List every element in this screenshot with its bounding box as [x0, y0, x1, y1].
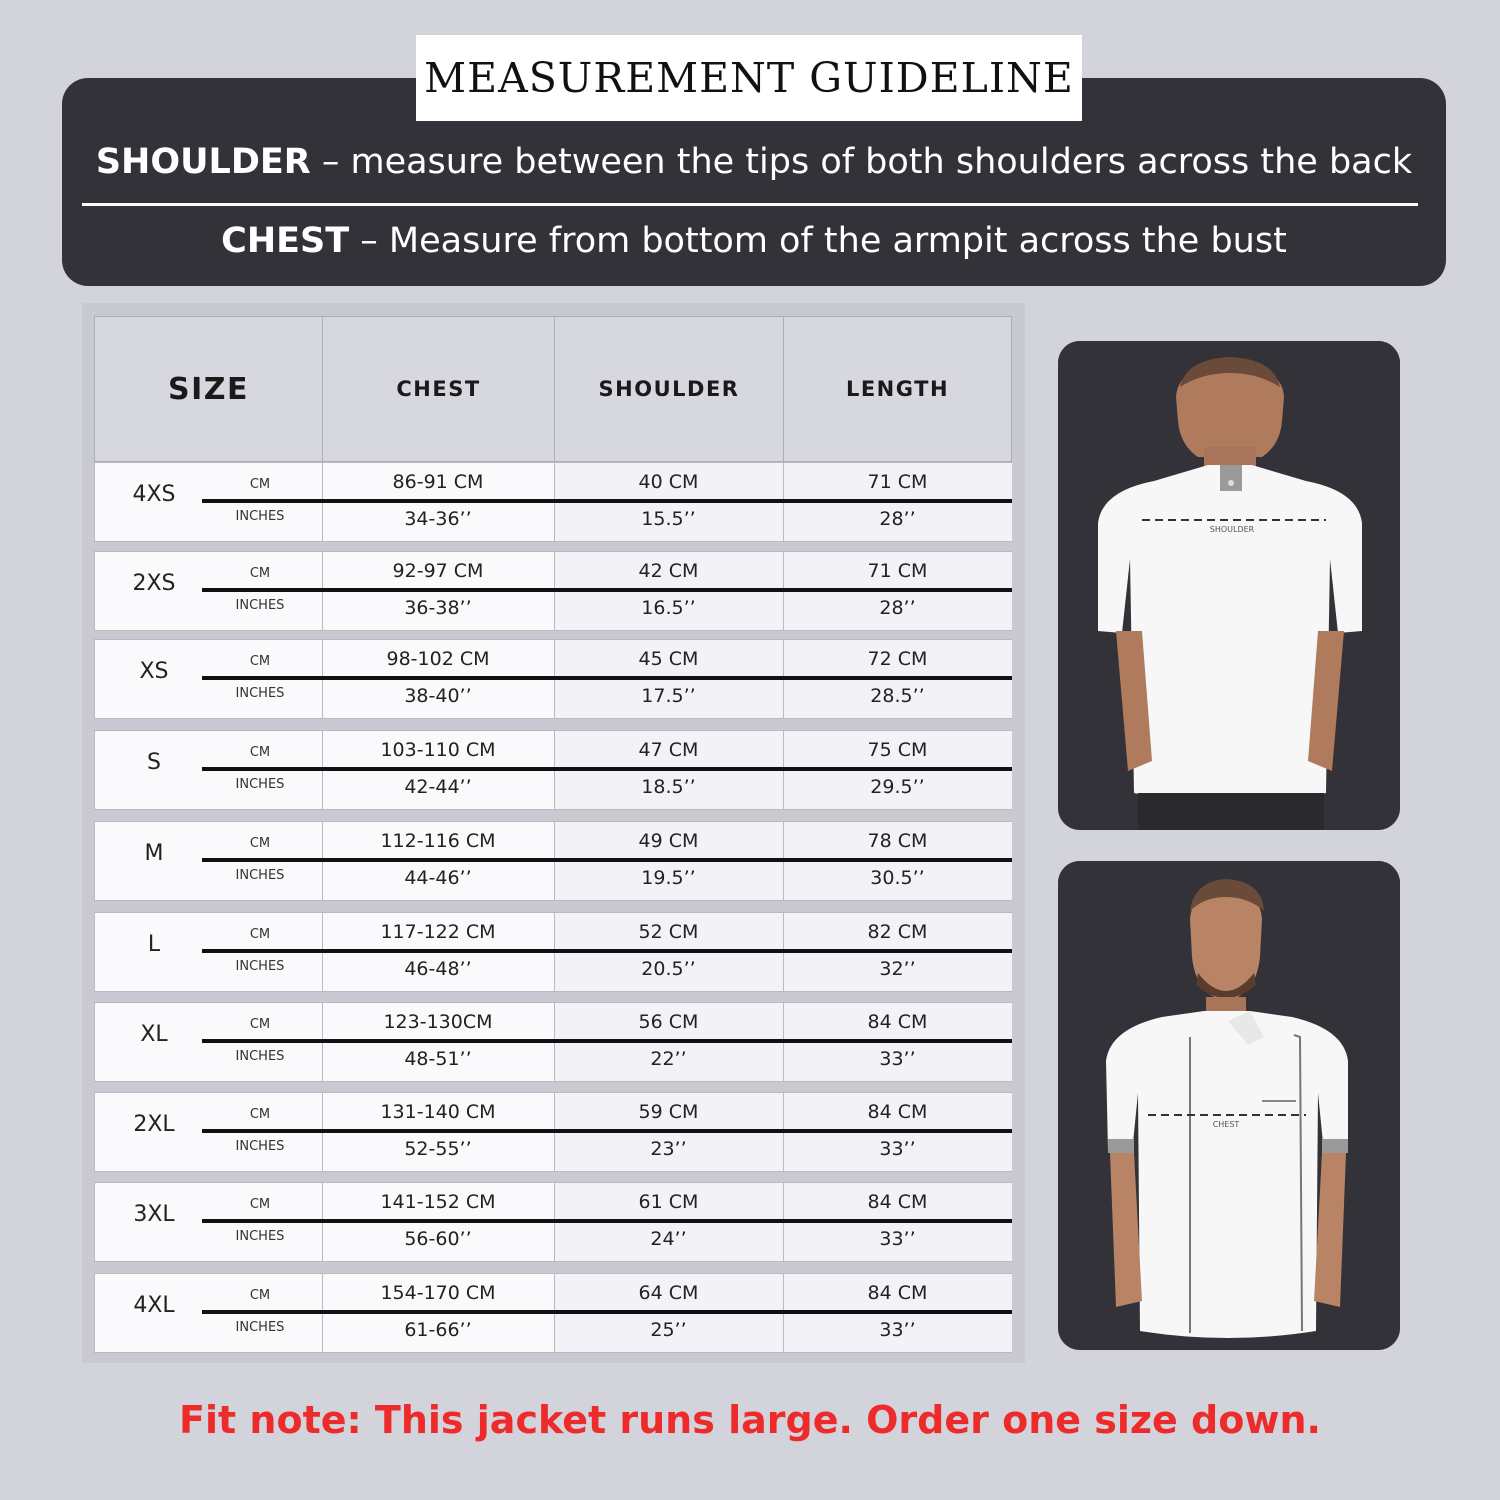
- unit-inches-label: INCHES: [235, 1049, 285, 1064]
- chest-inches: 52-55’’: [404, 1138, 472, 1160]
- shoulder-inches: 20.5’’: [641, 958, 696, 980]
- chest-inches: 44-46’’: [404, 867, 472, 889]
- length-inches: 33’’: [879, 1228, 916, 1250]
- row-split-line: [202, 1129, 1012, 1133]
- unit-inches-label: INCHES: [235, 686, 285, 701]
- unit-inches-label: INCHES: [235, 959, 285, 974]
- length-inches: 30.5’’: [870, 867, 925, 889]
- chest-cm: 117-122 CM: [380, 921, 496, 943]
- row-split-line: [202, 1219, 1012, 1223]
- row-split-line: [202, 858, 1012, 862]
- header-shoulder: SHOULDER: [554, 316, 784, 462]
- row-split-line: [202, 676, 1012, 680]
- chest-inches: 46-48’’: [404, 958, 472, 980]
- chest-cm: 98-102 CM: [386, 648, 490, 670]
- chest-term: CHEST: [221, 221, 350, 261]
- table-row: [94, 1002, 1012, 1082]
- unit-inches-label: INCHES: [235, 1139, 285, 1154]
- shoulder-cm: 64 CM: [638, 1282, 699, 1304]
- fit-note: Fit note: This jacket runs large. Order one size down.: [179, 1398, 1321, 1442]
- length-inches: 29.5’’: [870, 776, 925, 798]
- size-label: M: [144, 841, 164, 866]
- shoulder-cm: 56 CM: [638, 1011, 699, 1033]
- unit-inches-label: INCHES: [235, 509, 285, 524]
- shoulder-inches: 19.5’’: [641, 867, 696, 889]
- back-view-photo: [1058, 341, 1400, 830]
- length-cm: 72 CM: [867, 648, 928, 670]
- size-label: 2XL: [133, 1112, 175, 1137]
- unit-cm-label: CM: [249, 927, 271, 942]
- front-view-photo: [1058, 861, 1400, 1350]
- unit-cm-label: CM: [249, 566, 271, 581]
- guideline-divider: [82, 203, 1418, 206]
- table-row: [94, 1273, 1012, 1353]
- chest-cm: 141-152 CM: [380, 1191, 496, 1213]
- shoulder-inches: 22’’: [650, 1048, 687, 1070]
- header-size: SIZE: [94, 316, 323, 462]
- unit-cm-label: CM: [249, 654, 271, 669]
- shoulder-inches: 23’’: [650, 1138, 687, 1160]
- length-inches: 28.5’’: [870, 685, 925, 707]
- unit-cm-label: CM: [249, 1017, 271, 1032]
- size-label: XL: [140, 1022, 168, 1047]
- shoulder-inches: 16.5’’: [641, 597, 696, 619]
- table-row: [94, 821, 1012, 901]
- unit-cm-label: CM: [249, 1197, 271, 1212]
- length-inches: 28’’: [879, 508, 916, 530]
- table-row: [94, 551, 1012, 631]
- length-cm: 84 CM: [867, 1011, 928, 1033]
- shoulder-cm: 59 CM: [638, 1101, 699, 1123]
- shoulder-inches: 17.5’’: [641, 685, 696, 707]
- chest-cm: 86-91 CM: [392, 471, 484, 493]
- shoulder-inches: 24’’: [650, 1228, 687, 1250]
- unit-inches-label: INCHES: [235, 777, 285, 792]
- chest-cm: 131-140 CM: [380, 1101, 496, 1123]
- header-length: LENGTH: [783, 316, 1012, 462]
- unit-inches-label: INCHES: [235, 1320, 285, 1335]
- length-inches: 28’’: [879, 597, 916, 619]
- unit-inches-label: INCHES: [235, 1229, 285, 1244]
- table-row: [94, 912, 1012, 992]
- length-cm: 71 CM: [867, 560, 928, 582]
- chest-inches: 38-40’’: [404, 685, 472, 707]
- length-inches: 33’’: [879, 1048, 916, 1070]
- unit-cm-label: CM: [249, 1107, 271, 1122]
- shoulder-description: – measure between the tips of both shoulders across the back: [310, 142, 1413, 182]
- unit-inches-label: INCHES: [235, 868, 285, 883]
- chest-photo-label: CHEST: [1212, 1120, 1240, 1129]
- shoulder-term: SHOULDER: [95, 142, 311, 182]
- length-inches: 32’’: [879, 958, 916, 980]
- shoulder-inches: 15.5’’: [641, 508, 696, 530]
- table-row: [94, 1182, 1012, 1262]
- title-box: [416, 35, 1082, 121]
- chest-description: – Measure from bottom of the armpit across the bust: [349, 221, 1287, 261]
- size-label: XS: [139, 659, 169, 684]
- length-cm: 82 CM: [867, 921, 928, 943]
- chest-cm: 103-110 CM: [380, 739, 496, 761]
- chest-cm: 123-130CM: [383, 1011, 493, 1033]
- chest-inches: 56-60’’: [404, 1228, 472, 1250]
- shoulder-inches: 25’’: [650, 1319, 687, 1341]
- chest-inches: 42-44’’: [404, 776, 472, 798]
- shoulder-cm: 49 CM: [638, 830, 699, 852]
- shoulder-cm: 61 CM: [638, 1191, 699, 1213]
- page-title: MEASUREMENT GUIDELINE: [424, 54, 1074, 102]
- table-row: [94, 730, 1012, 810]
- shoulder-cm: 47 CM: [638, 739, 699, 761]
- row-split-line: [202, 767, 1012, 771]
- table-row: [94, 462, 1012, 542]
- table-row: [94, 1092, 1012, 1172]
- size-label: L: [147, 932, 161, 957]
- length-cm: 84 CM: [867, 1191, 928, 1213]
- size-label: 4XL: [133, 1293, 175, 1318]
- chest-inches: 48-51’’: [404, 1048, 472, 1070]
- size-label: 4XS: [132, 482, 176, 507]
- chest-cm: 154-170 CM: [380, 1282, 496, 1304]
- unit-cm-label: CM: [249, 477, 271, 492]
- length-inches: 33’’: [879, 1319, 916, 1341]
- length-inches: 33’’: [879, 1138, 916, 1160]
- row-split-line: [202, 949, 1012, 953]
- shoulder-photo-label: SHOULDER: [1209, 525, 1255, 534]
- unit-cm-label: CM: [249, 836, 271, 851]
- shoulder-cm: 52 CM: [638, 921, 699, 943]
- chest-inches: 34-36’’: [404, 508, 472, 530]
- shoulder-guideline: [62, 142, 1446, 182]
- length-cm: 71 CM: [867, 471, 928, 493]
- chest-inches: 36-38’’: [404, 597, 472, 619]
- shoulder-cm: 40 CM: [638, 471, 699, 493]
- unit-cm-label: CM: [249, 1288, 271, 1303]
- chest-inches: 61-66’’: [404, 1319, 472, 1341]
- length-cm: 75 CM: [867, 739, 928, 761]
- row-split-line: [202, 588, 1012, 592]
- row-split-line: [202, 1039, 1012, 1043]
- size-label: 2XS: [132, 571, 176, 596]
- header-chest: CHEST: [322, 316, 555, 462]
- table-row: [94, 639, 1012, 719]
- row-split-line: [202, 1310, 1012, 1314]
- unit-inches-label: INCHES: [235, 598, 285, 613]
- size-label: 3XL: [133, 1202, 175, 1227]
- unit-cm-label: CM: [249, 745, 271, 760]
- size-label: S: [147, 750, 161, 775]
- length-cm: 84 CM: [867, 1282, 928, 1304]
- length-cm: 78 CM: [867, 830, 928, 852]
- row-split-line: [202, 499, 1012, 503]
- shoulder-inches: 18.5’’: [641, 776, 696, 798]
- chest-cm: 92-97 CM: [392, 560, 484, 582]
- chest-guideline: [62, 221, 1446, 261]
- chest-cm: 112-116 CM: [380, 830, 496, 852]
- shoulder-cm: 45 CM: [638, 648, 699, 670]
- shoulder-cm: 42 CM: [638, 560, 699, 582]
- length-cm: 84 CM: [867, 1101, 928, 1123]
